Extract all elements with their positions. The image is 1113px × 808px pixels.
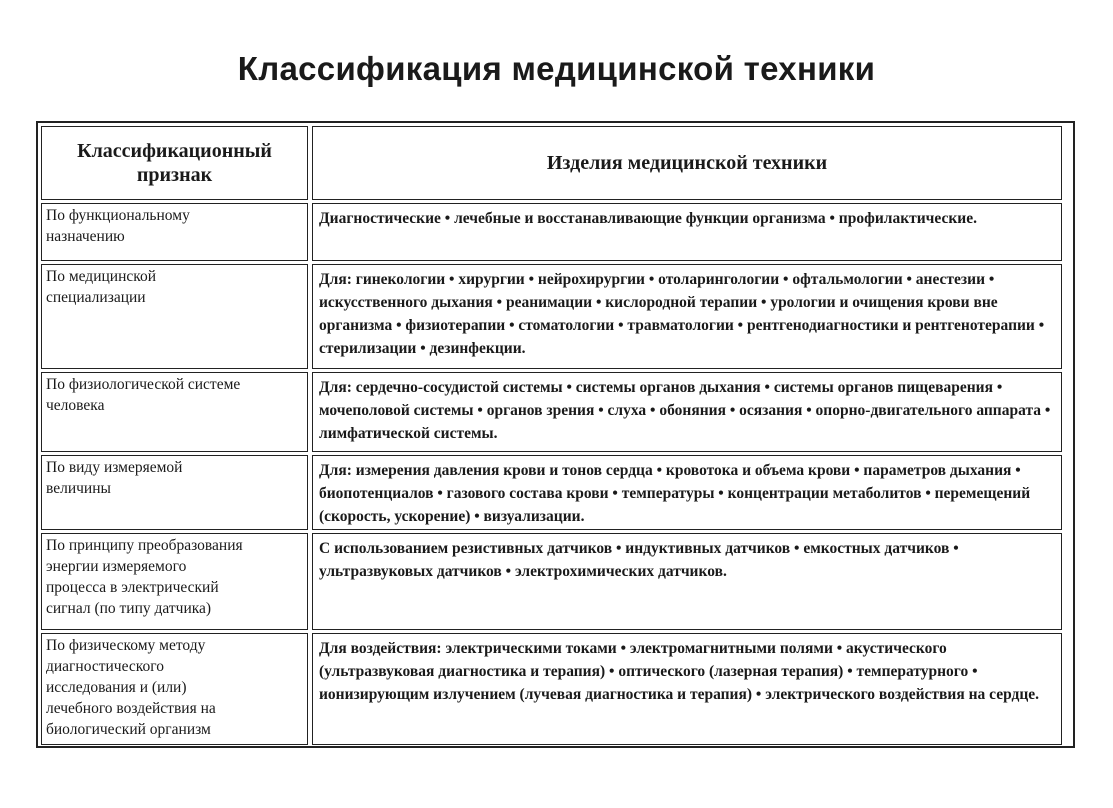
row-1-products: Диагностические • лечебные и восстанавливающие функции организма • профилактические. — [312, 203, 1062, 261]
row-5-products: С использованием резистивных датчиков • индуктивных датчиков • емкостных датчиков • ультразвуковых датчиков • электрохимических датчиков. — [312, 533, 1062, 630]
row-4-products: Для: измерения давления крови и тонов сердца • кровотока и объема крови • параметров дыхания • биопотенциалов • газового состава крови • температуры • концентрации метаболитов • перемещений (скорость, ускорение) • визуализации. — [312, 455, 1062, 530]
header-products — [312, 126, 1062, 200]
row-2-products: Для: гинекологии • хирургии • нейрохирургии • отоларингологии • офтальмологии • анестезии • искусственного дыхания • реанимации • кислородной терапии • урологии и очищения крови вне организма • физиотерапии • стоматологии • травматологии • рентгенодиагностики и рентгенотерапии • стерилизации • дезинфекции. — [312, 264, 1062, 369]
header-criterion-text: Классификационный признак — [77, 140, 272, 186]
row-2-criterion: По медицинской специализации — [41, 264, 308, 369]
row-4-criterion: По виду измеряемой величины — [41, 455, 308, 530]
row-5-criterion: По принципу преобразования энергии измеряемого процесса в электрический сигнал (по типу датчика) — [41, 533, 308, 630]
row-6-criterion: По физическому методу диагностического исследования и (или) лечебного воздействия на биологический организм — [41, 633, 308, 745]
row-3-products: Для: сердечно-сосудистой системы • системы органов дыхания • системы органов пищеварения • мочеполовой системы • органов зрения • слуха • обоняния • осязания • опорно-двигательного аппарата • лимфатической системы. — [312, 372, 1062, 452]
row-3-criterion: По физиологической системе человека — [41, 372, 308, 452]
row-1-criterion: По функциональному назначению — [41, 203, 308, 261]
row-6-products: Для воздействия: электрическими токами • электромагнитными полями • акустического (ультразвуковая диагностика и терапия) • оптического (лазерная терапия) • температурного • ионизирующим излучением (лучевая диагностика и терапия) • электрического воздействия на сердце. — [312, 633, 1062, 745]
header-criterion — [41, 126, 308, 200]
header-products-text: Изделия медицинской техники — [546, 152, 828, 174]
page-title: Классификация медицинской техники — [237, 50, 876, 87]
